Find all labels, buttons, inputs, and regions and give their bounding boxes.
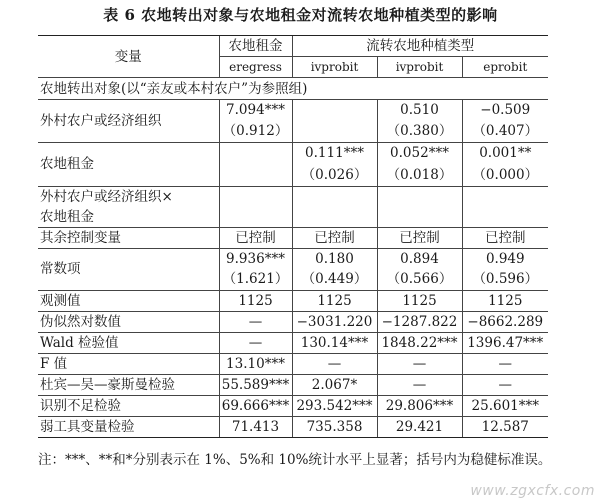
value-cell: 1125 xyxy=(377,290,462,311)
value-cell: 293.542*** xyxy=(292,395,377,416)
table-title: 表 6 农地转出对象与农地租金对流转农地种植类型的影响 xyxy=(103,6,498,24)
table-row xyxy=(38,374,548,395)
row-label: 外村农户或经济组织× xyxy=(40,188,173,205)
coef-cell xyxy=(219,142,292,164)
value-cell: 69.666*** xyxy=(219,395,292,416)
se-cell: （1.621） xyxy=(219,269,292,290)
value-cell: 735.358 xyxy=(292,416,377,437)
se-cell: （0.018） xyxy=(377,164,462,186)
coef-cell: 0.510 xyxy=(377,100,462,121)
header-row-1 xyxy=(38,36,548,57)
value-cell: 29.421 xyxy=(377,416,462,437)
value-cell: 已控制 xyxy=(377,227,462,248)
se-cell xyxy=(219,164,292,186)
value-cell: 55.589*** xyxy=(219,374,292,395)
value-cell: — xyxy=(462,353,548,374)
group1-header: 农地租金 xyxy=(219,36,292,57)
table-row xyxy=(38,248,548,269)
section-label: 农地转出对象(以“亲友或本村农户”为参照组) xyxy=(38,78,548,100)
table-row xyxy=(38,395,548,416)
row-label: 杜宾—吴—豪斯曼检验 xyxy=(38,374,219,395)
se-cell: （0.912） xyxy=(219,120,292,142)
table-row xyxy=(38,290,548,311)
value-cell: 已控制 xyxy=(219,227,292,248)
coef-cell xyxy=(292,100,377,121)
table-row xyxy=(38,353,548,374)
value-cell: 130.14*** xyxy=(292,332,377,353)
row-label: 常数项 xyxy=(38,248,219,290)
row-label: 观测值 xyxy=(38,290,219,311)
value-cell: — xyxy=(462,374,548,395)
section-row xyxy=(38,78,548,100)
value-cell: — xyxy=(219,332,292,353)
coef-cell: 0.001** xyxy=(462,142,548,164)
model-header: ivprobit xyxy=(377,57,462,78)
variable-header: 变量 xyxy=(38,36,219,78)
se-cell: （0.000） xyxy=(462,164,548,186)
watermark: www.zgxcfx.com xyxy=(470,483,595,499)
table-note: 注：***、**和*分别表示在 1%、5%和 10%统计水平上显著；括号内为稳健标准误。 xyxy=(38,452,552,468)
coef-cell: 9.936*** xyxy=(219,248,292,269)
table-row xyxy=(38,100,548,121)
value-cell: — xyxy=(377,353,462,374)
regression-table xyxy=(38,35,548,438)
value-cell: 1396.47*** xyxy=(462,332,548,353)
coef-cell: 7.094*** xyxy=(219,100,292,121)
value-cell: 13.10*** xyxy=(219,353,292,374)
table-row xyxy=(38,142,548,164)
table-row xyxy=(38,332,548,353)
model-header: eprobit xyxy=(462,57,548,78)
row-label: F 值 xyxy=(38,353,219,374)
coef-cell: 0.949 xyxy=(462,248,548,269)
model-header: eregress xyxy=(219,57,292,78)
value-cell: — xyxy=(219,311,292,332)
se-cell: （0.407） xyxy=(462,120,548,142)
se-cell: （0.026） xyxy=(292,164,377,186)
group2-header: 流转农地种植类型 xyxy=(292,36,548,57)
row-label: 外村农户或经济组织 xyxy=(38,100,219,143)
value-cell: 71.413 xyxy=(219,416,292,437)
value-cell: — xyxy=(377,374,462,395)
row-label: Wald 检验值 xyxy=(38,332,219,353)
coef-cell: 0.111*** xyxy=(292,142,377,164)
value-cell: 1125 xyxy=(462,290,548,311)
coef-cell: 0.180 xyxy=(292,248,377,269)
value-cell: 12.587 xyxy=(462,416,548,437)
value-cell: 已控制 xyxy=(462,227,548,248)
model-header: ivprobit xyxy=(292,57,377,78)
row-label: 农地租金 xyxy=(38,142,219,186)
value-cell: −1287.822 xyxy=(377,311,462,332)
value-cell: 29.806*** xyxy=(377,395,462,416)
value-cell: 1848.22*** xyxy=(377,332,462,353)
se-cell: （0.380） xyxy=(377,120,462,142)
value-cell: 2.067* xyxy=(292,374,377,395)
value-cell: −8662.289 xyxy=(462,311,548,332)
table-row xyxy=(38,416,548,437)
se-cell: （0.566） xyxy=(377,269,462,290)
coef-cell: 0.894 xyxy=(377,248,462,269)
row-label: 农地租金 xyxy=(38,207,219,228)
table-row xyxy=(38,186,548,207)
se-cell: （0.449） xyxy=(292,269,377,290)
row-label: 识别不足检验 xyxy=(38,395,219,416)
coef-cell: −0.509 xyxy=(462,100,548,121)
se-cell xyxy=(292,120,377,142)
value-cell: 1125 xyxy=(219,290,292,311)
se-cell: （0.596） xyxy=(462,269,548,290)
value-cell: 25.601*** xyxy=(462,395,548,416)
value-cell: 1125 xyxy=(292,290,377,311)
table-row xyxy=(38,227,548,248)
row-label: 其余控制变量 xyxy=(38,227,219,248)
value-cell: −3031.220 xyxy=(292,311,377,332)
coef-cell: 0.052*** xyxy=(377,142,462,164)
row-label: 伪似然对数值 xyxy=(38,311,219,332)
value-cell: — xyxy=(292,353,377,374)
table-row xyxy=(38,311,548,332)
value-cell: 已控制 xyxy=(292,227,377,248)
row-label: 弱工具变量检验 xyxy=(38,416,219,437)
